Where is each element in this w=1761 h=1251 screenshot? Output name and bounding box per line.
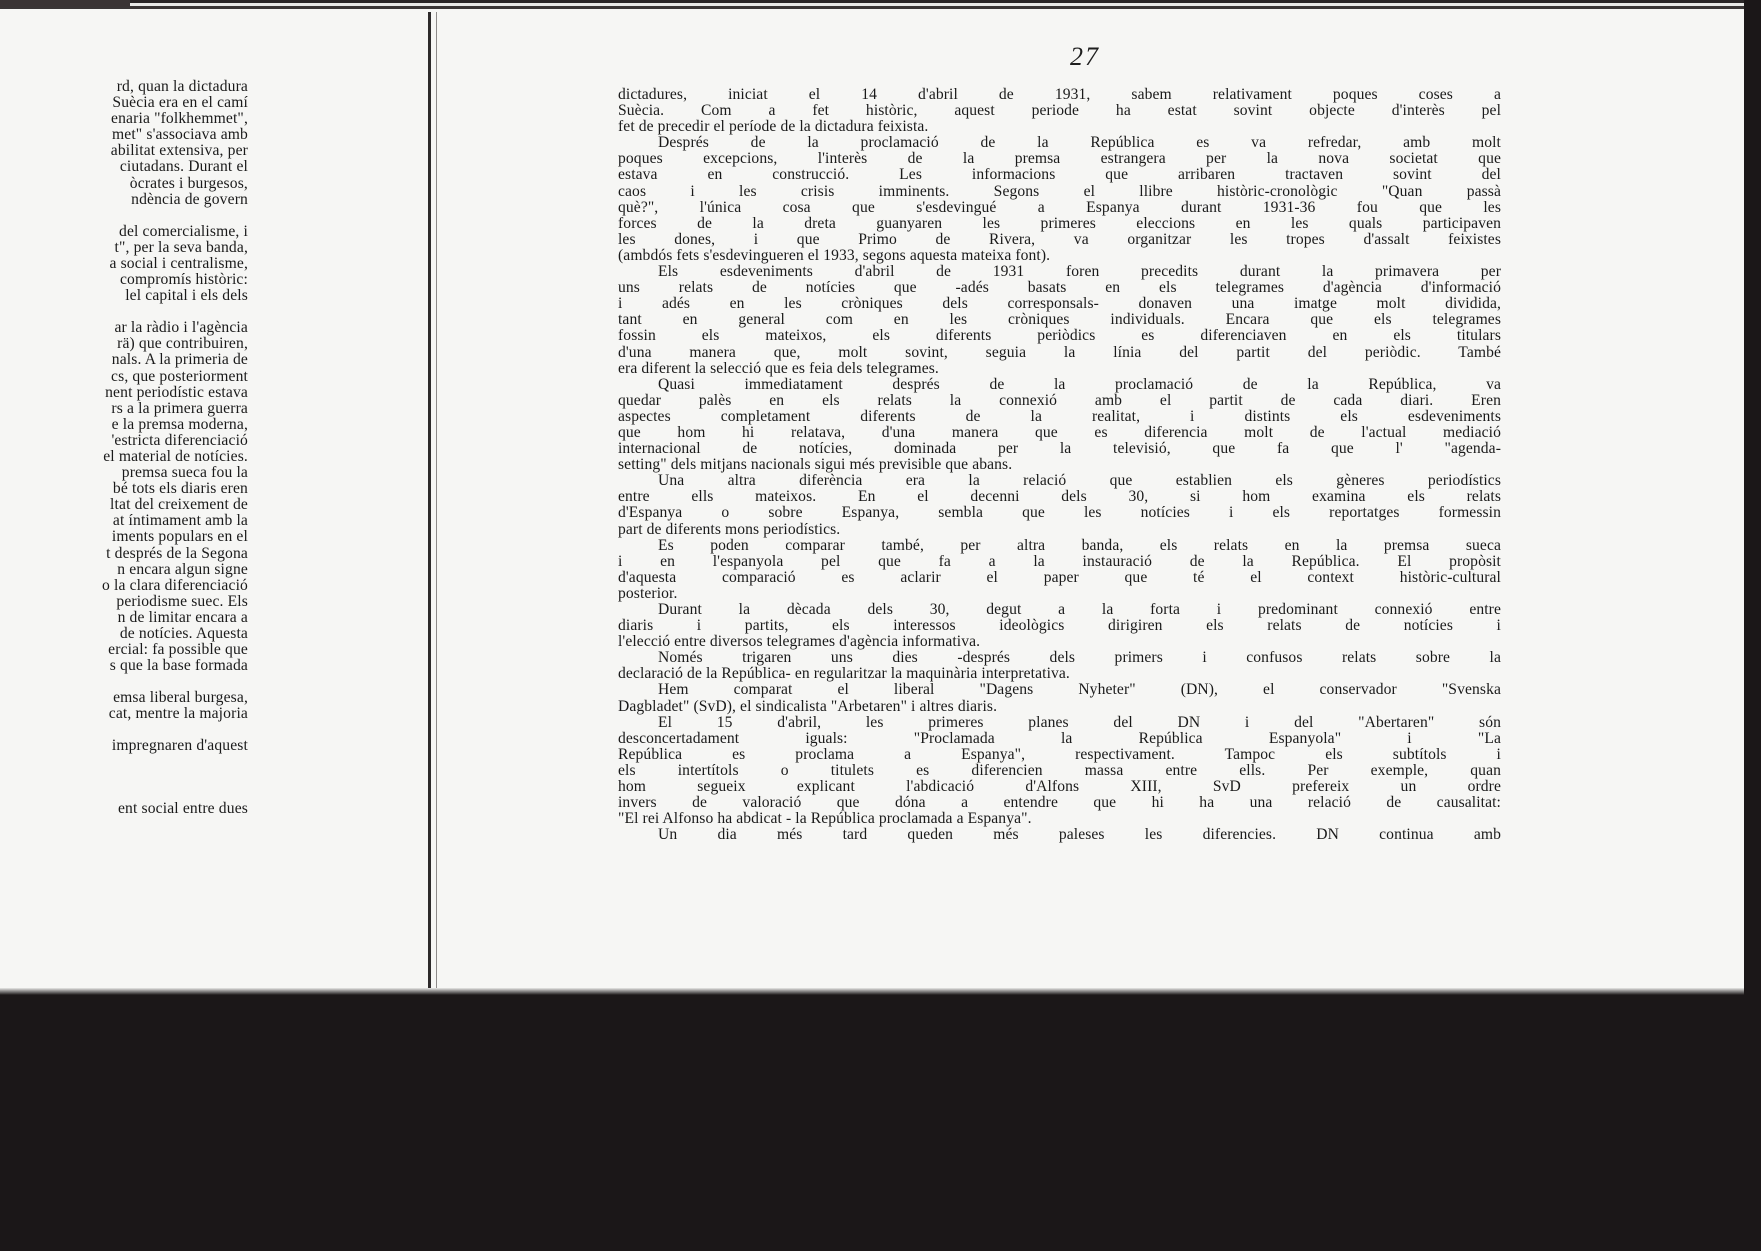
text-line: què?", l'única cosa que s'esdevingué a Espanya durant 1931-36 fou que les: [618, 198, 1501, 216]
text-line: at íntimament amb la: [112, 512, 248, 530]
text-line: caos i les crisis imminents. Segons el llibre històric-cronològic "Quan passà: [618, 182, 1501, 200]
text-line: estava en construcció. Les informacions que arribaren tractaven sovint del: [618, 166, 1501, 184]
text-line: els intertítols o titulets es diferencien massa entre ells. Per exemple, quan: [618, 761, 1501, 779]
text-line: rs a la primera guerra: [111, 399, 248, 417]
text-line: internacional de notícies, dominada per la televisió, que fa que l' "agenda-: [618, 440, 1501, 458]
paragraph-gap: [0, 304, 248, 320]
text-line: d'una manera que, molt sovint, seguia la línia del partit del periòdic. També: [618, 343, 1501, 361]
left-page: [0, 0, 428, 995]
text-line: Hem comparat el liberal "Dagens Nyheter" (DN), el conservador "Svenska: [658, 681, 1501, 699]
text-line: Després de la proclamació de la República es va refredar, amb molt: [658, 134, 1501, 152]
text-line: compromís històric:: [119, 271, 248, 289]
text-line: d'aquesta comparació es aclarir el paper que té el context històric-cultural: [618, 568, 1501, 586]
text-line: ciutadans. Durant el: [119, 158, 248, 176]
text-line: 'estricta diferenciació: [111, 431, 248, 449]
text-line: Durant la dècada dels 30, degut a la forta i predominant connexió entre: [658, 601, 1501, 618]
text-line: a social i centralisme,: [109, 254, 248, 272]
text-line: les dones, i que Primo de Rivera, va organitzar les tropes d'assalt feixistes: [618, 230, 1501, 248]
text-line: n de limitar encara a: [117, 608, 248, 626]
text-line: impregnaren d'aquest: [111, 737, 248, 755]
text-line: i adés en les cròniques dels corresponsals- donaven una imatge molt dividida,: [618, 295, 1501, 313]
text-line: met" s'associava amb: [111, 126, 248, 144]
text-line: enaria "folkhemmet",: [111, 110, 248, 128]
page-gutter: [428, 12, 431, 995]
text-line: el material de notícies.: [103, 447, 248, 465]
text-line: República es proclama a Espanya", respectivament. Tampoc els subtítols i: [618, 745, 1501, 763]
text-line: rä) que contribuiren,: [117, 335, 248, 353]
text-line: nent periodístic estava: [105, 383, 248, 401]
text-line: del comercialisme, i: [119, 222, 248, 240]
text-line: setting" dels mitjans nacionals sigui més previsible que abans.: [618, 456, 1013, 474]
text-line: Els esdeveniments d'abril de 1931 foren precedits durant la primavera per: [658, 263, 1501, 281]
text-line: Quasi immediatament després de la proclamació de la República, va: [658, 375, 1501, 393]
text-line: Dagbladet" (SvD), el sindicalista "Arbetaren" i altres diaris.: [618, 697, 998, 715]
text-line: declaració de la República- en regularitzar la maquinària interpretativa.: [618, 665, 1070, 683]
text-line: quedar palès en els relats la connexió amb el partit de cada diari. Eren: [618, 391, 1501, 409]
text-line: poques excepcions, l'interès de la premsa estrangera per la nova societat que: [618, 150, 1501, 168]
text-line: rd, quan la dictadura: [116, 78, 248, 95]
text-line: era diferent la selecció que es feia dels telegrames.: [618, 359, 939, 377]
text-line: premsa sueca fou la: [121, 464, 248, 482]
text-line: l'elecció entre diversos telegrames d'agència informativa.: [618, 633, 981, 651]
page-bottom-edge: [0, 988, 1761, 995]
text-line: posterior.: [618, 584, 678, 602]
paragraph-gap: [0, 208, 248, 224]
text-line: emsa liberal burgesa,: [113, 689, 248, 707]
text-line: dictadures, iniciat el 14 d'abril de 1931, sabem relativament poques coses a: [618, 86, 1501, 103]
text-line: lel capital i els dels: [125, 287, 248, 305]
text-line: fet de precedir el període de la dictadura feixista.: [618, 118, 929, 136]
text-line: ar la ràdio i l'agència: [114, 319, 248, 337]
text-line: iments populars en el: [111, 528, 248, 546]
text-line: abilitat extensiva, per: [110, 142, 248, 160]
text-line: t després de la Segona: [106, 544, 248, 562]
text-line: forces de la dreta guanyaren les primeres eleccions en les quals participaven: [618, 214, 1501, 232]
text-line: s que la base formada: [109, 657, 248, 675]
text-line: e la premsa moderna,: [111, 415, 248, 433]
text-line: aspectes completament diferents de la realitat, i distints els esdeveniments: [618, 407, 1501, 425]
text-line: Suècia era en el camí: [112, 94, 248, 112]
text-line: entre ells mateixos. En el decenni dels 30, si hom examina els relats: [618, 488, 1501, 506]
text-line: i en l'espanyola pel que fa a la instauració de la República. El propòsit: [618, 552, 1501, 570]
text-line: Només trigaren uns dies -després dels primers i confusos relats sobre la: [658, 649, 1501, 667]
text-line: diaris i partits, els interessos ideològics dirigiren els relats de notícies i: [618, 617, 1501, 635]
text-line: hom segueix explicant l'abdicació d'Alfons XIII, SvD prefereix un ordre: [618, 778, 1501, 796]
text-line: "El rei Alfonso ha abdicat - la República proclamada a Espanya".: [618, 810, 1032, 828]
text-line: n encara algun signe: [117, 560, 248, 578]
text-line: bé tots els diaris eren: [112, 480, 248, 498]
scanner-edge: [1744, 0, 1761, 995]
paragraph-gap: [0, 722, 248, 738]
text-line: (ambdós fets s'esdevingueren el 1933, segons aquesta mateixa font).: [618, 246, 1051, 264]
right-page: [437, 12, 1744, 988]
text-line: tant en general com en les cròniques individuals. Encara que els telegrames: [618, 311, 1501, 329]
text-line: Un dia més tard queden més paleses les diferencies. DN continua amb: [658, 826, 1501, 844]
text-line: part de diferents mons periodístics.: [618, 520, 841, 538]
text-line: o la clara diferenciació: [101, 576, 248, 594]
text-line: de notícies. Aquesta: [119, 625, 248, 642]
right-page-text: [618, 87, 1501, 843]
text-line: Una altra diferència era la relació que establien els gèneres periodístics: [658, 472, 1501, 490]
text-line: periodisme suec. Els: [116, 592, 248, 610]
text-line: t", per la seva banda,: [114, 238, 248, 256]
left-page-text: [0, 79, 248, 817]
text-line: nals. A la primeria de: [111, 351, 248, 369]
text-line: que hom hi relatava, d'una manera que es diferencia molt de l'actual mediació: [618, 423, 1501, 441]
text-line: ent social entre dues: [117, 799, 248, 817]
text-line: uns relats de notícies que -adés basats en els telegrames d'agència d'informació: [618, 279, 1501, 297]
text-line: ndència de govern: [131, 190, 248, 208]
text-line: Es poden comparar també, per altra banda, els relats en la premsa sueca: [658, 536, 1501, 554]
text-line: fossin els mateixos, els diferents periòdics es diferenciaven en els titulars: [618, 327, 1501, 345]
page-number: 27: [1070, 42, 1100, 71]
text-line: ltat del creixement de: [110, 496, 248, 514]
text-line: Suècia. Com a fet històric, aquest periode ha estat sovint objecte d'interès pel: [618, 102, 1501, 120]
text-line: cs, que posteriorment: [111, 367, 248, 385]
text-line: desconcertadament iguals: "Proclamada la República Espanyola" i "La: [618, 729, 1501, 747]
text-line: cat, mentre la majoria: [108, 705, 248, 723]
paragraph-gap: [0, 755, 248, 801]
text-line: invers de valoració que dóna a entendre que hi ha una relació de causalitat:: [618, 794, 1501, 812]
paragraph-gap: [0, 674, 248, 690]
text-line: òcrates i burgesos,: [129, 174, 248, 192]
text-line: El 15 d'abril, les primeres planes del DN i del "Abertaren" són: [658, 713, 1501, 731]
text-line: ercial: fa possible que: [108, 641, 248, 659]
text-line: d'Espanya o sobre Espanya, sembla que les notícies i els reportatges formessin: [618, 504, 1501, 522]
